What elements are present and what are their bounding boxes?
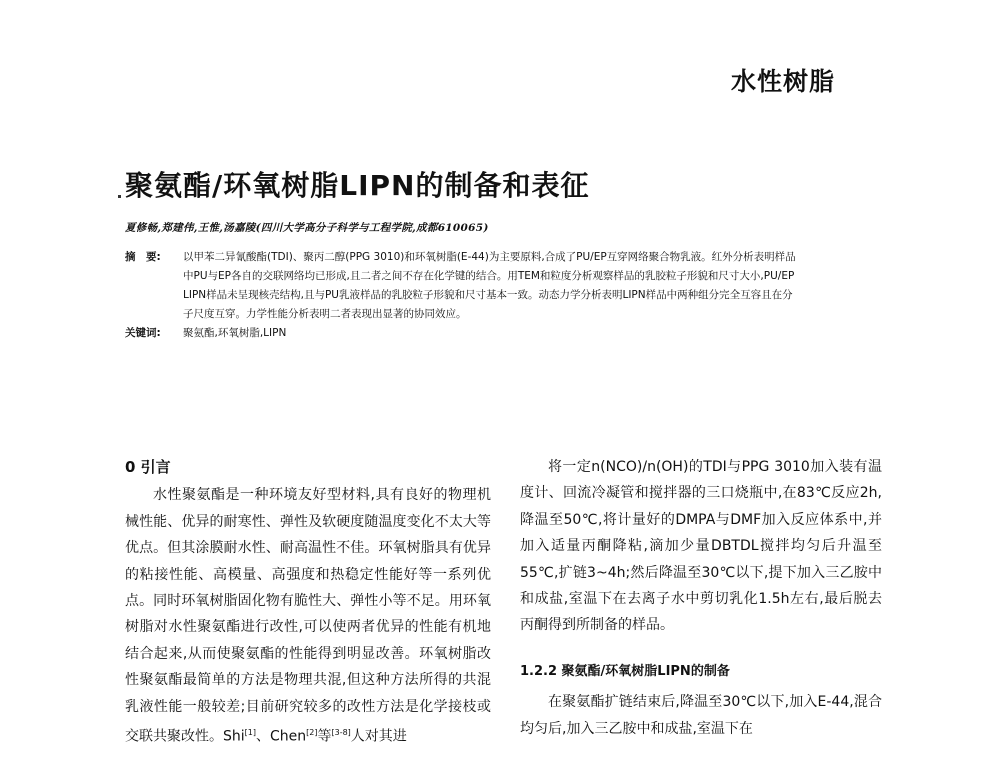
abstract-block [125,248,797,343]
method-paragraph: 将一定n(NCO)/n(OH)的TDI与PPG 3010加入装有温度计、回流冷凝管和搅拌器的三口烧瓶中,在83℃反应2h,降温至50℃,将计量好的DMPA与DMF加入反应体系中,并加入适量丙酮降粘,滴加少量DBTDL搅拌均匀后升温至55℃,扩链3~4h;然后降温至30℃以下,提下加入三乙胺中和成盐,室温下在去离子水中剪切乳化1.5h左右,最后脱去丙酮得到所制备的样品。 [520,459,882,634]
keywords-text: 聚氨酯,环氧树脂,LIPN [183,327,287,339]
introduction-paragraph [125,482,491,750]
section-heading-introduction: 0 引言 [125,458,171,476]
section-label: 水性树脂 [730,67,835,96]
citation-ref: [1] [244,728,256,738]
intro-text: 水性聚氨酯是一种环境友好型材料,具有良好的物理机械性能、优异的耐寒性、弹性及软硬度随温度变化不太大等优点。但其涂膜耐水性、耐高温性不佳。环氧树脂具有优异的粘接性能、高模量、高强度和热稳定性能好等一系列优点。同时环氧树脂固化物有脆性大、弹性小等不足。用环氧树脂对水性聚氨酯进行改性,可以使两者优异的性能有机地结合起来,从而使聚氨酯的性能得到明显改善。环氧树脂改性聚氨酯最简单的方法是物理共混,但这种方法所得的共混乳液性能一般较差;目前研究较多的改性方法是化学接枝或交联共聚改性。Shi [125,487,491,745]
abstract-label: 摘 要: [125,251,161,263]
intro-text-mid: 、Chen [256,728,307,745]
left-column [125,454,491,750]
right-column [520,454,882,742]
method-paragraph-2: 在聚氨酯扩链结束后,降温至30℃以下,加入E-44,混合均匀后,加入三乙胺中和成盐,室温下在 [520,694,882,737]
abstract-row [125,248,797,324]
author-line: 夏修畅,郑建伟,王惟,汤嘉陵(四川大学高分子科学与工程学院,成都610065) [125,222,489,234]
intro-text-tail: 人对其进 [350,728,407,745]
abstract-text: 以甲苯二异氰酸酯(TDI)、聚丙二醇(PPG 3010)和环氧树脂(E-44)为主要原料,合成了PU/EP互穿网络聚合物乳液。红外分析表明样品中PU与EP各自的交联网络均已形成,且二者之间不存在化学键的结合。用TEM和粒度分析观察样品的乳胶粒子形貌和尺寸大小,PU/EP LIPN样品未呈现核壳结构,且与PU乳液样品的乳胶粒子形貌和尺寸基本一致。动态力学分析表明LIPN样品中两种组分完全互容且在分子尺度互穿。力学性能分析表明二者表现出显著的协同效应。 [183,251,796,320]
subsection-heading: 1.2.2 聚氨酯/环氧树脂LIPN的制备 [520,663,730,679]
scan-dot-mark [118,195,121,198]
keywords-row [125,324,797,343]
article-title: 聚氨酯/环氧树脂LIPN的制备和表征 [125,169,590,202]
keywords-label: 关键词: [125,327,161,339]
intro-text-mid2: 等 [317,728,332,745]
citation-ref: [3-8] [331,728,351,738]
citation-ref: [2] [306,728,318,738]
